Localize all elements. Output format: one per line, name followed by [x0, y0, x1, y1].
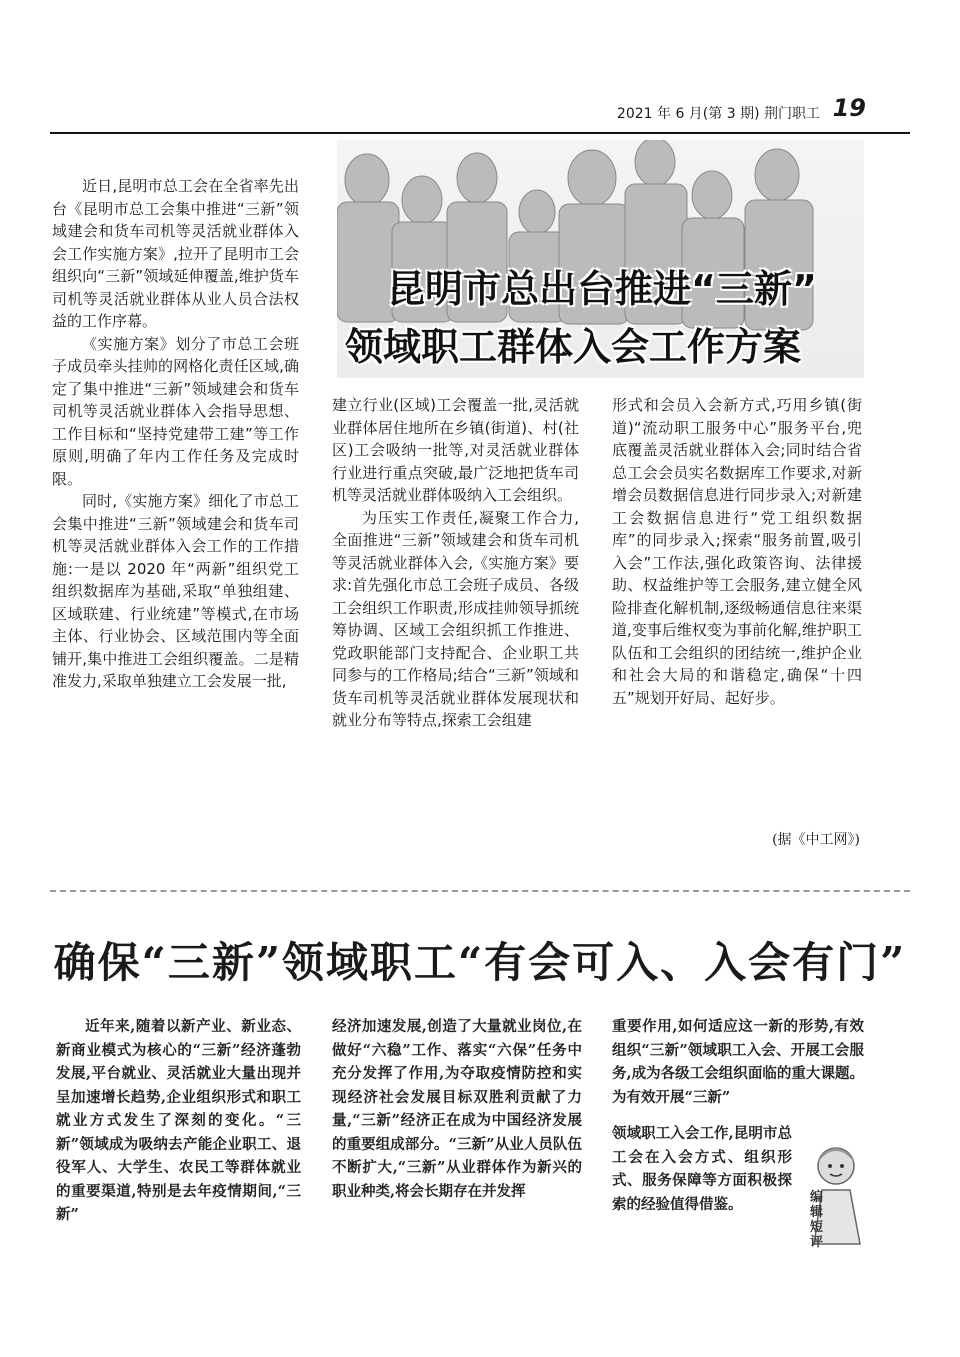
article2-paragraph: 经济加速发展,创造了大量就业岗位,在做好“六稳”工作、落实“六保”任务中充分发挥了作用,为夺取疫情防控和实现经济社会发展目标双胜利贡献了力量,“三新”经济正在成为中国经济发展的重要组成部分。“三新”从业人员队伍不断扩大,“三新”从业群体作为新兴的职业种类,将会长期存在并发挥 [332, 1018, 582, 1200]
article1-column1 [52, 175, 299, 693]
article1-paragraph: 形式和会员入会新方式,巧用乡镇(街道)“流动职工服务中心”服务平台,兜底覆盖灵活就业群体入会;同时结合省总工会会员实名数据库工作要求,对新增会员数据信息进行同步录入;对新建工会数据信息进行“党工组织数据库”的同步录入;探索“服务前置,吸引入会”工作法,强化政策咨询、法律援助、权益维护等工会服务,建立健全风险排查化解机制,逐级畅通信息往来渠道,变事后维权变为事前化解,维护职工队伍和工会组织的团结统一,维护企业和社会大局的和谐稳定,确保“十四五”规划开好局、起好步。 [612, 396, 862, 707]
issue-header: 2021 年 6 月(第 3 期) 荆门职工 [616, 106, 820, 122]
photo-title-line2: 领域职工群体入会工作方案 [345, 325, 802, 369]
article1-paragraph: 同时,《实施方案》细化了市总工会集中推进“三新”领域建会和货车司机等灵活就业群体入会工作的工作措施:一是以 2020 年“两新”组织党工组织数据库为基础,采取“单独组建、区域联建、行业统建”等模式,在市场主体、行业协会、区域范围内等全面铺开,集中推进工会组织覆盖。二是精准发力,采取单独建立工会发展一批, [52, 492, 299, 690]
article1-paragraph: 建立行业(区域)工会覆盖一批,灵活就业群体居住地所在乡镇(街道)、村(社区)工会吸纳一批等,对灵活就业群体行业进行重点突破,最广泛地把货车司机等灵活就业群体吸纳入工会组织。 [332, 396, 579, 504]
article2-column2 [332, 1015, 582, 1203]
workers-photo [337, 140, 864, 378]
article1-paragraph: 为压实工作责任,凝聚工作合力,全面推进“三新”领域建会和货车司机等灵活就业群体入会,《实施方案》要求:首先强化市总工会班子成员、各级工会组织工作职责,形成挂帅领导抓统筹协调、区域工会组织抓工作推进、党政职能部门支持配合、企业职工共同参与的工作格局;结合“三新”领域和货车司机等灵活就业群体发展现状和就业分布等特点,探索工会组建 [332, 508, 579, 729]
article2-headline: 确保“三新”领域职工“有会可入、入会有门” [53, 938, 907, 987]
photo-title-line1: 昆明市总出台推进“三新” [387, 267, 817, 311]
article1-paragraph: 《实施方案》划分了市总工会班子成员牵头挂帅的网格化责任区域,确定了集中推进“三新”领域建会和货车司机等灵活就业群体入会指导思想、工作目标和“坚持党建带工建”等工作原则,明确了年内工作任务及完成时限。 [52, 334, 299, 488]
article2-column3-bottom [612, 1122, 792, 1216]
article1-column3 [612, 394, 862, 709]
article2-column1 [56, 1015, 301, 1227]
editor-comment-label: 编辑短评 [810, 1190, 824, 1250]
header-rule [50, 132, 910, 134]
article2-paragraph: 领域职工入会工作,昆明市总工会在入会方式、组织形式、服务保障等方面积极探索的经验值得借鉴。 [612, 1125, 792, 1213]
section-divider [50, 890, 910, 894]
page-number: 19 [832, 94, 866, 122]
article2-paragraph: 重要作用,如何适应这一新的形势,有效组织“三新”领域职工入会、开展工会服务,成为各级工会组织面临的重大课题。为有效开展“三新” [612, 1018, 864, 1106]
article2-paragraph: 近年来,随着以新产业、新业态、新商业模式为核心的“三新”经济蓬勃发展,平台就业、灵活就业大量出现并呈加速增长趋势,企业组织形式和职工就业方式发生了深刻的变化。“三新”领域成为吸纳去产能企业职工、退役军人、大学生、农民工等群体就业的重要渠道,特别是去年疫情期间,“三新” [56, 1018, 301, 1223]
article1-column2 [332, 394, 579, 732]
article1-source: (据《中工网》) [772, 832, 860, 848]
article1-paragraph: 近日,昆明市总工会在全省率先出台《昆明市总工会集中推进“三新”领域建会和货车司机等灵活就业群体入会工作实施方案》,拉开了昆明市工会组织向“三新”领域延伸覆盖,维护货车司机等灵活就业群体从业人员合法权益的工作序幕。 [52, 177, 299, 330]
article2-column3-top [612, 1015, 864, 1109]
